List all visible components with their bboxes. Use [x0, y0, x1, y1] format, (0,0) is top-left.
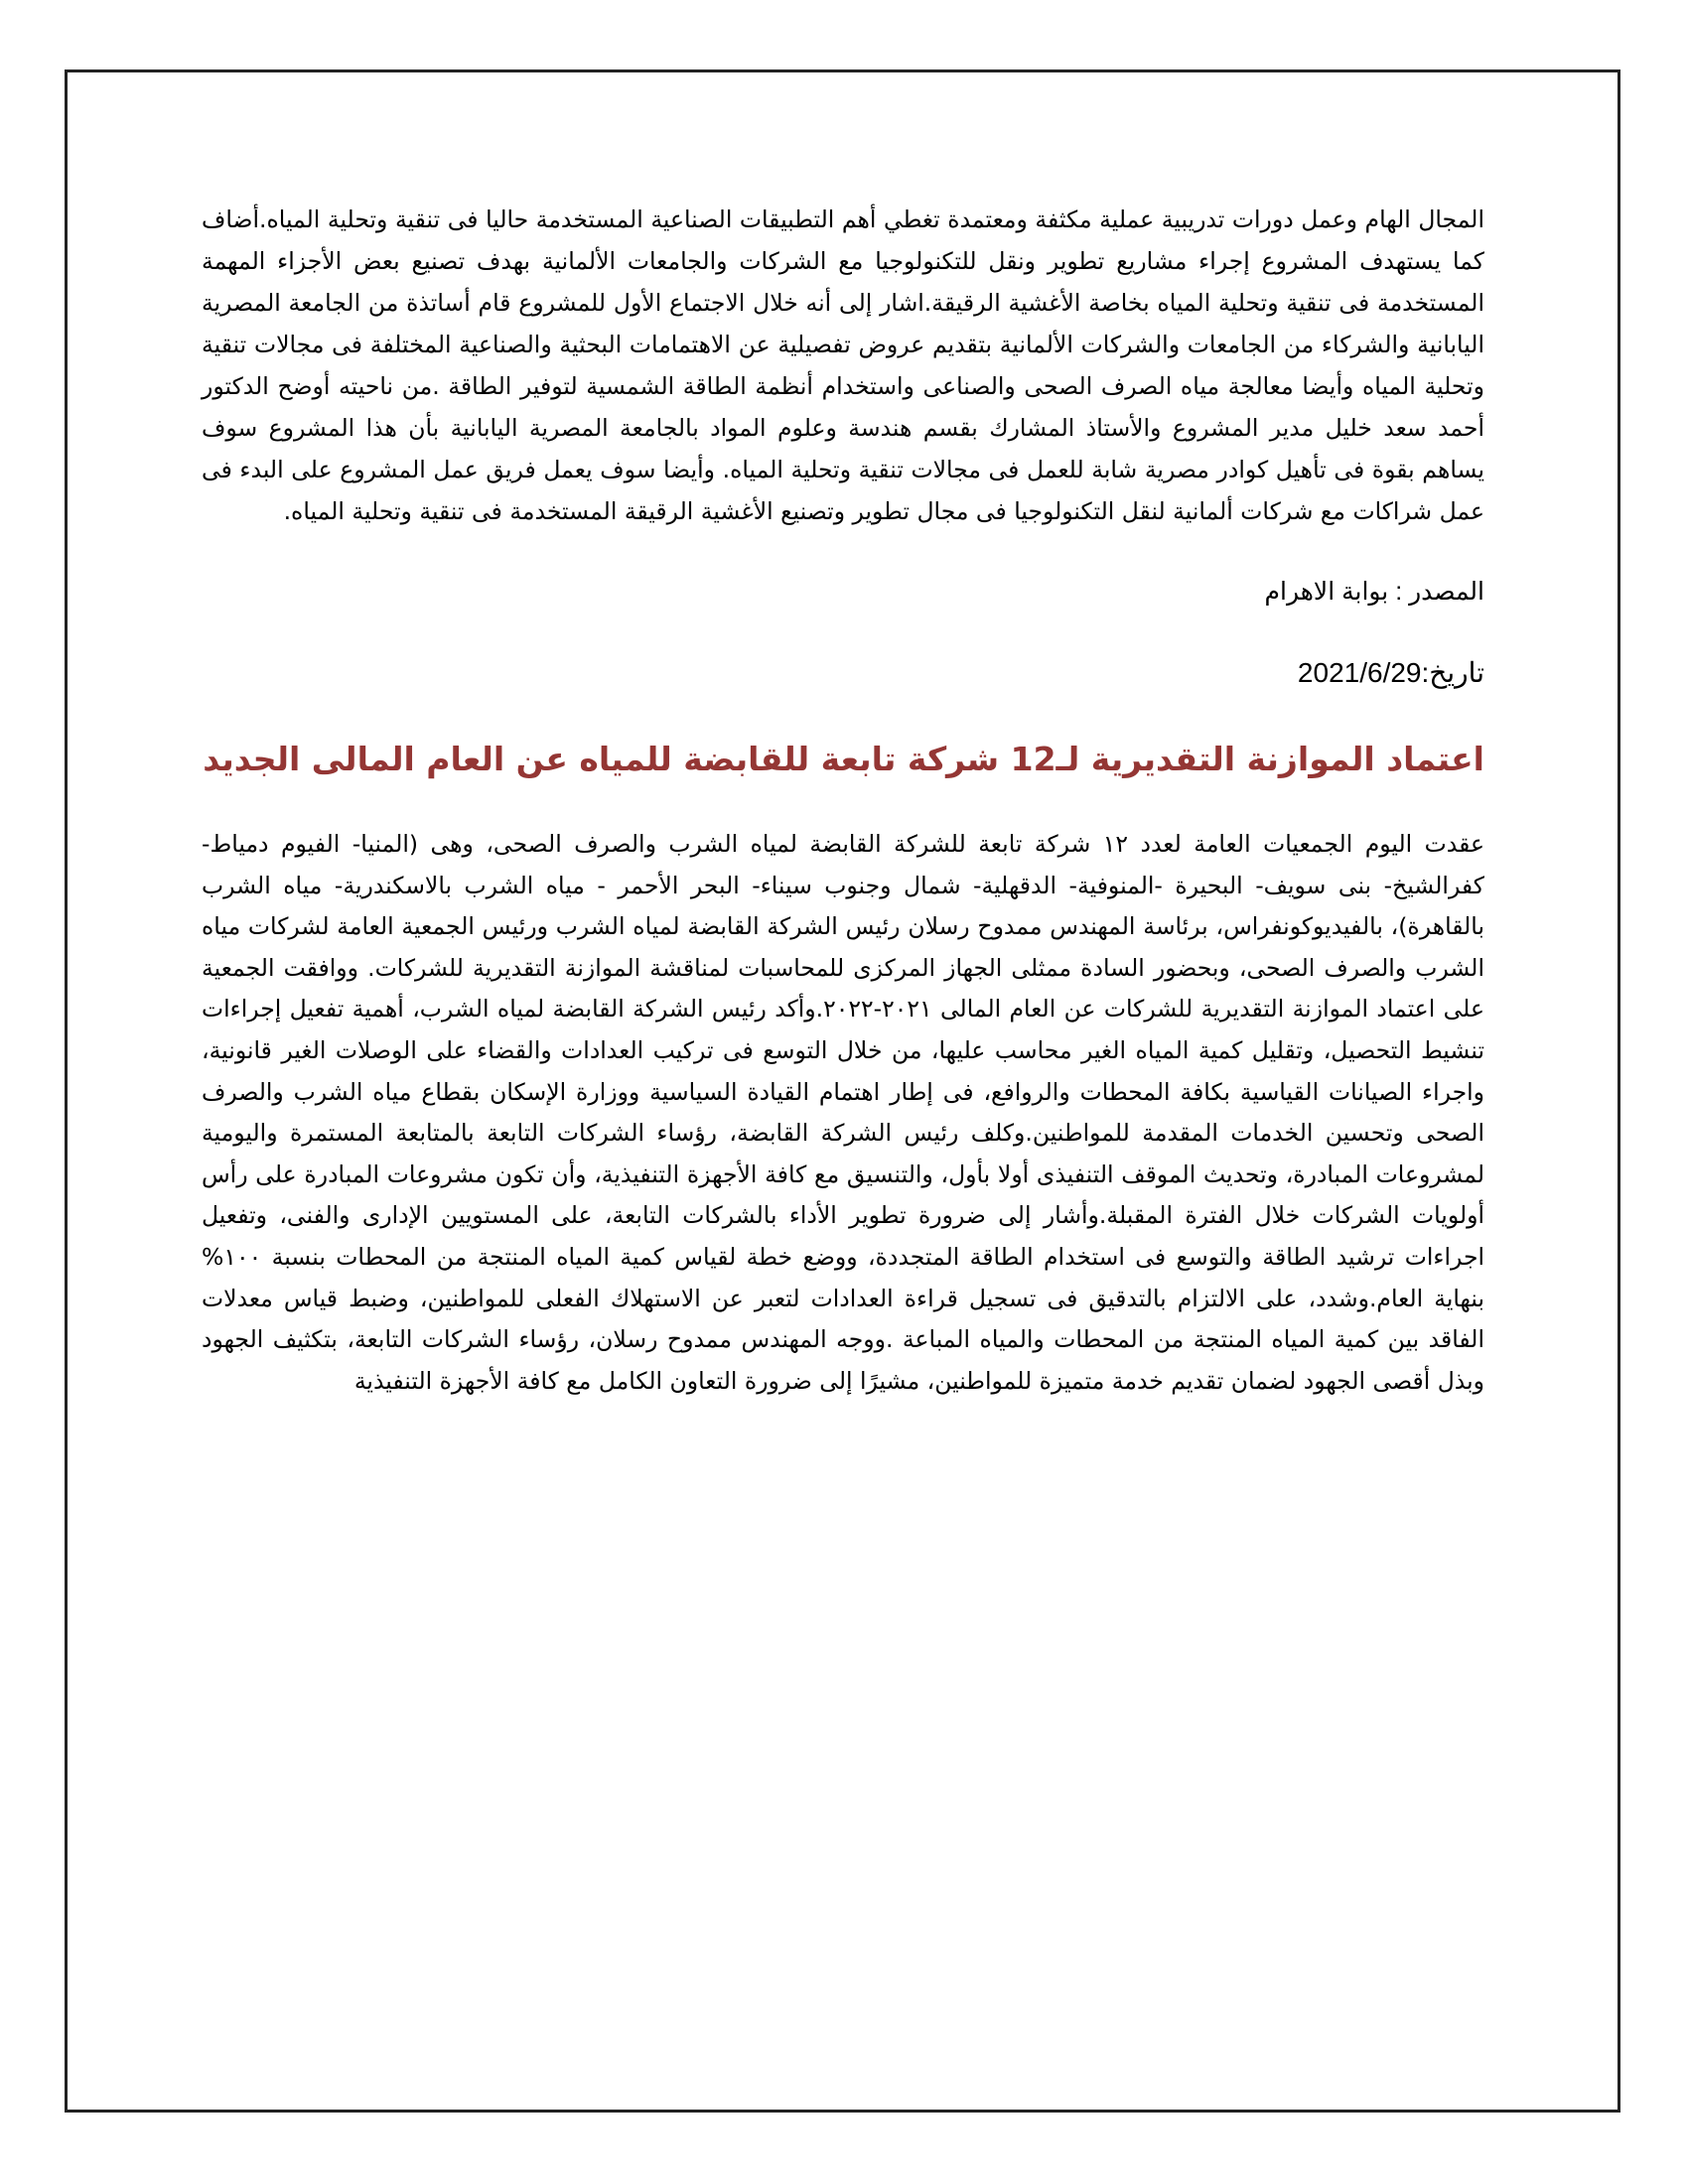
source-line: المصدر : بوابة الاهرام [1264, 578, 1484, 606]
article-paragraph: عقدت اليوم الجمعيات العامة لعدد ١٢ شركة تابعة للشركة القابضة لمياه الشرب والصرف الصحى، وهى (المنيا- الفيوم دمياط- كفرالشيخ- بنى سويف- البحيرة -المنوفية- الدقهلية- شمال وجنوب سيناء- البحر الأحمر - مياه الشرب بالاسكندرية- مياه الشرب بالقاهرة)، بالفيديوكونفراس، برئاسة المهندس ممدوح رسلان رئيس الشركة القابضة لمياه الشرب ورئيس الجمعية العامة لشركات مياه الشرب والصرف الصحى، وبحضور السادة ممثلى الجهاز المركزى للمحاسبات لمناقشة الموازنة التقديرية للشركات. ووافقت الجمعية على اعتماد الموازنة التقديرية للشركات عن العام المالى ٢٠٢١-٢٠٢٢.وأكد رئيس الشركة القابضة لمياه الشرب، أهمية تفعيل إجراءات تنشيط التحصيل، وتقليل كمية المياه الغير محاسب عليها، من خلال التوسع فى تركيب العدادات والقضاء على الوصلات الغير قانونية، واجراء الصيانات القياسية بكافة المحطات والروافع، فى إطار اهتمام القيادة السياسية ووزارة الإسكان بقطاع مياه الشرب والصرف الصحى وتحسين الخدمات المقدمة للمواطنين.وكلف رئيس الشركة القابضة، رؤساء الشركات التابعة بالمتابعة المستمرة واليومية لمشروعات المبادرة، وتحديث الموقف التنفيذى أولا بأول، والتنسيق مع كافة الأجهزة التنفيذية، وأن تكون مشروعات المبادرة على رأس أولويات الشركات خلال الفترة المقبلة.وأشار إلى ضرورة تطوير الأداء بالشركات التابعة، على المستويين الإدارى والفنى، وتفعيل اجراءات ترشيد الطاقة والتوسع فى استخدام الطاقة المتجددة، ووضع خطة لقياس كمية المياه المنتجة من المحطات بنسبة ١٠٠% بنهاية العام.وشدد، على الالتزام بالتدقيق فى تسجيل قراءة العدادات لتعبر عن الاستهلاك الفعلى للمواطنين، وضبط قياس معدلات الفاقد بين كمية المياه المنتجة من المحطات والمياه المباعة .ووجه المهندس ممدوح رسلان، رؤساء الشركات التابعة، بتكثيف الجهود وبذل أقصى الجهود لضمان تقديم خدمة متميزة للمواطنين، مشيرًا إلى ضرورة التعاون الكامل مع كافة الأجهزة التنفيذية [202, 830, 1484, 1395]
document-body [202, 199, 1484, 1402]
article-headline: اعتماد الموازنة التقديرية لـ12 شركة تابعة للقابضة للمياه عن العام المالى الجديد [203, 740, 1484, 778]
article-body [202, 824, 1484, 1402]
intro-paragraph: المجال الهام وعمل دورات تدريبية عملية مكثفة ومعتمدة تغطي أهم التطبيقات الصناعية المستخدمة حاليا فى تنقية وتحلية المياه.أضاف كما يستهدف المشروع إجراء مشاريع تطوير ونقل للتكنولوجيا مع الشركات والجامعات الألمانية بهدف تصنيع بعض الأجزاء المهمة المستخدمة فى تنقية وتحلية المياه بخاصة الأغشية الرقيقة.اشار إلى أنه خلال الاجتماع الأول للمشروع قام أساتذة من الجامعة المصرية اليابانية والشركاء من الجامعات والشركات الألمانية بتقديم عروض تفصيلية عن الاهتمامات البحثية والصناعية المختلفة فى مجالات تنقية وتحلية المياه وأيضا معالجة مياه الصرف الصحى والصناعى واستخدام أنظمة الطاقة الشمسية لتوفير الطاقة .من ناحيته أوضح الدكتور أحمد سعد خليل مدير المشروع والأستاذ المشارك بقسم هندسة وعلوم المواد بالجامعة المصرية اليابانية بأن هذا المشروع سوف يساهم بقوة فى تأهيل كوادر مصرية شابة للعمل فى مجالات تنقية وتحلية المياه. وأيضا سوف يعمل فريق عمل المشروع على البدء فى عمل شراكات مع شركات ألمانية لنقل التكنولوجيا فى مجال تطوير وتصنيع الأغشية الرقيقة المستخدمة فى تنقية وتحلية المياه. [202, 205, 1484, 525]
date-line [202, 655, 1484, 691]
date-value: 2021/6/29 [1297, 657, 1422, 688]
date-label: تاريخ: [1421, 657, 1484, 688]
